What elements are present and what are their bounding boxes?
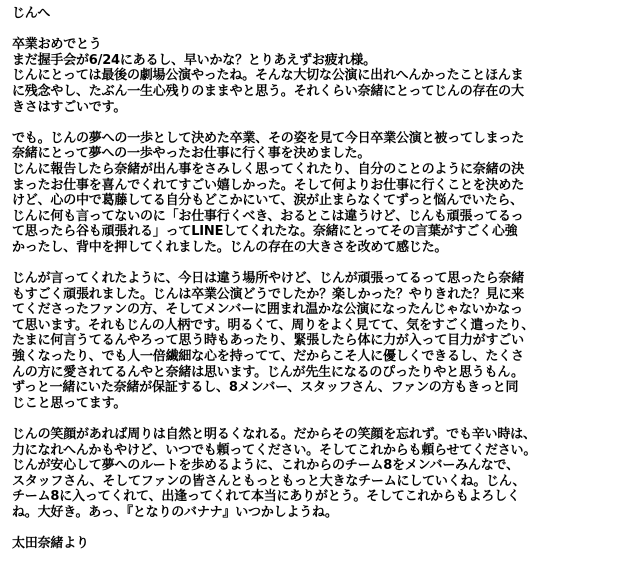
paragraph-gap bbox=[12, 22, 619, 38]
paragraph-2-line: けど、心の中で葛藤してる自分もどこかにいて、涙が止まらなくてずっと悩んでいたら、 bbox=[12, 193, 523, 209]
greeting-line: じんへ bbox=[12, 6, 51, 21]
signature: 太田奈緒より bbox=[12, 536, 89, 552]
paragraph-1-line: に残念やし、たぶん一生心残りのままやと思う。それくらい奈緒にとってじんの存在の大 bbox=[12, 83, 524, 99]
paragraph-2-line: 奈緒にとって夢への一歩やったお仕事に行く事を決めました。 bbox=[12, 146, 371, 162]
paragraph-3-line: もすごく頑張れました。じんは卒業公演どうでしたか？楽しかった？やりきれた？見に来 bbox=[12, 286, 525, 302]
paragraph-4-line: スタッフさん、そしてファンの皆さんともっともっと大きなチームにしていくね。じん、 bbox=[12, 473, 526, 489]
paragraph-3-line: て思います。それもじんの人柄です。明るくて、周りをよく見てて、気をすごく遣ったり、 bbox=[12, 317, 535, 333]
paragraph-gap bbox=[12, 256, 619, 272]
paragraph-4-line: 力になれへんかもやけど、いつでも頼ってください。そしてこれからも頼らせてください。 bbox=[12, 442, 537, 458]
paragraph-2-line: て思ったら谷も頑張れる」ってLINEしてくれたな。奈緒にとってその言葉がすごく心強 bbox=[12, 224, 518, 240]
paragraph-3-line: じんが言ってくれたように、今日は違う場所やけど、じんが頑張ってるって思ったら奈緒 bbox=[12, 271, 525, 287]
paragraph-4-line: じんが安心して夢へのルートを歩めるように、これからのチーム8をメンバーみんなで、 bbox=[12, 458, 519, 474]
paragraph-3-line: んの方に愛されてるんやと奈緒は思います。じんが先生になるのぴったりやと思うもん。 bbox=[12, 364, 524, 380]
paragraph-3-line: たまに何言うてるんやろって思う時もあったり、緊張したら体に力が入って目力がすごい bbox=[12, 333, 524, 349]
paragraph-1-line: きさはすごいです。 bbox=[12, 99, 127, 115]
paragraph-1-line: まだ握手会が6/24にあるし、早いかな？とりあえずお疲れ様。 bbox=[12, 52, 376, 68]
paragraph-4-line: ね。大好き。あっ、『となりのバナナ』いつかしようね。 bbox=[12, 505, 338, 520]
paragraph-2-line: じんに報告したら奈緒が出ん事をさみしく思ってくれたり、自分のことのように奈緒の決 bbox=[12, 161, 525, 177]
paragraph-3-line: ずっと一緒にいた奈緒が保証するし、8メンバー、スタッフさん、ファンの方もきっと同 bbox=[12, 380, 519, 396]
paragraph-gap bbox=[12, 521, 619, 537]
paragraph-2-line: でも。じんの夢への一歩として決めた卒業、その姿を見て今日卒業公演と被ってしまった bbox=[12, 130, 525, 146]
paragraph-3-line: じこと思ってます。 bbox=[12, 395, 127, 411]
paragraph-4-line: じんの笑顔があれば周りは自然と明るくなれる。だからその笑顔を忘れず。でも辛い時は、 bbox=[12, 427, 536, 443]
paragraph-1-line: 卒業おめでとう bbox=[12, 37, 102, 53]
paragraph-2-line: まったお仕事を喜んでくれてすごい嬉しかった。そして何よりお仕事に行くことを決めた bbox=[12, 177, 525, 193]
paragraph-gap bbox=[12, 115, 619, 131]
paragraph-3-line: 強くなったり、でも人一倍繊細な心を持ってて、だからこそ人に優しくできるし、たくさ bbox=[12, 349, 524, 365]
paragraph-3-line: てくださったファンの方、そしてメンバーに囲まれ温かな公演になったんじゃないかなっ bbox=[12, 302, 523, 318]
paragraph-gap bbox=[12, 411, 619, 427]
paragraph-4-line: チーム8に入ってくれて、出逢ってくれて本当にありがとう。そしてこれからもよろしく bbox=[12, 489, 520, 505]
paragraph-2-line: かったし、背中を押してくれました。じんの存在の大きさを改めて感じた。 bbox=[12, 239, 448, 255]
paragraph-2-line: じんに何も言ってないのに「お仕事行くべき、おるとこは違うけど、じんも頑張ってるっ bbox=[12, 208, 524, 224]
paragraph-1-line: じんにとっては最後の劇場公演やったね。そんな大切な公演に出れへんかったことほんま bbox=[12, 68, 524, 84]
